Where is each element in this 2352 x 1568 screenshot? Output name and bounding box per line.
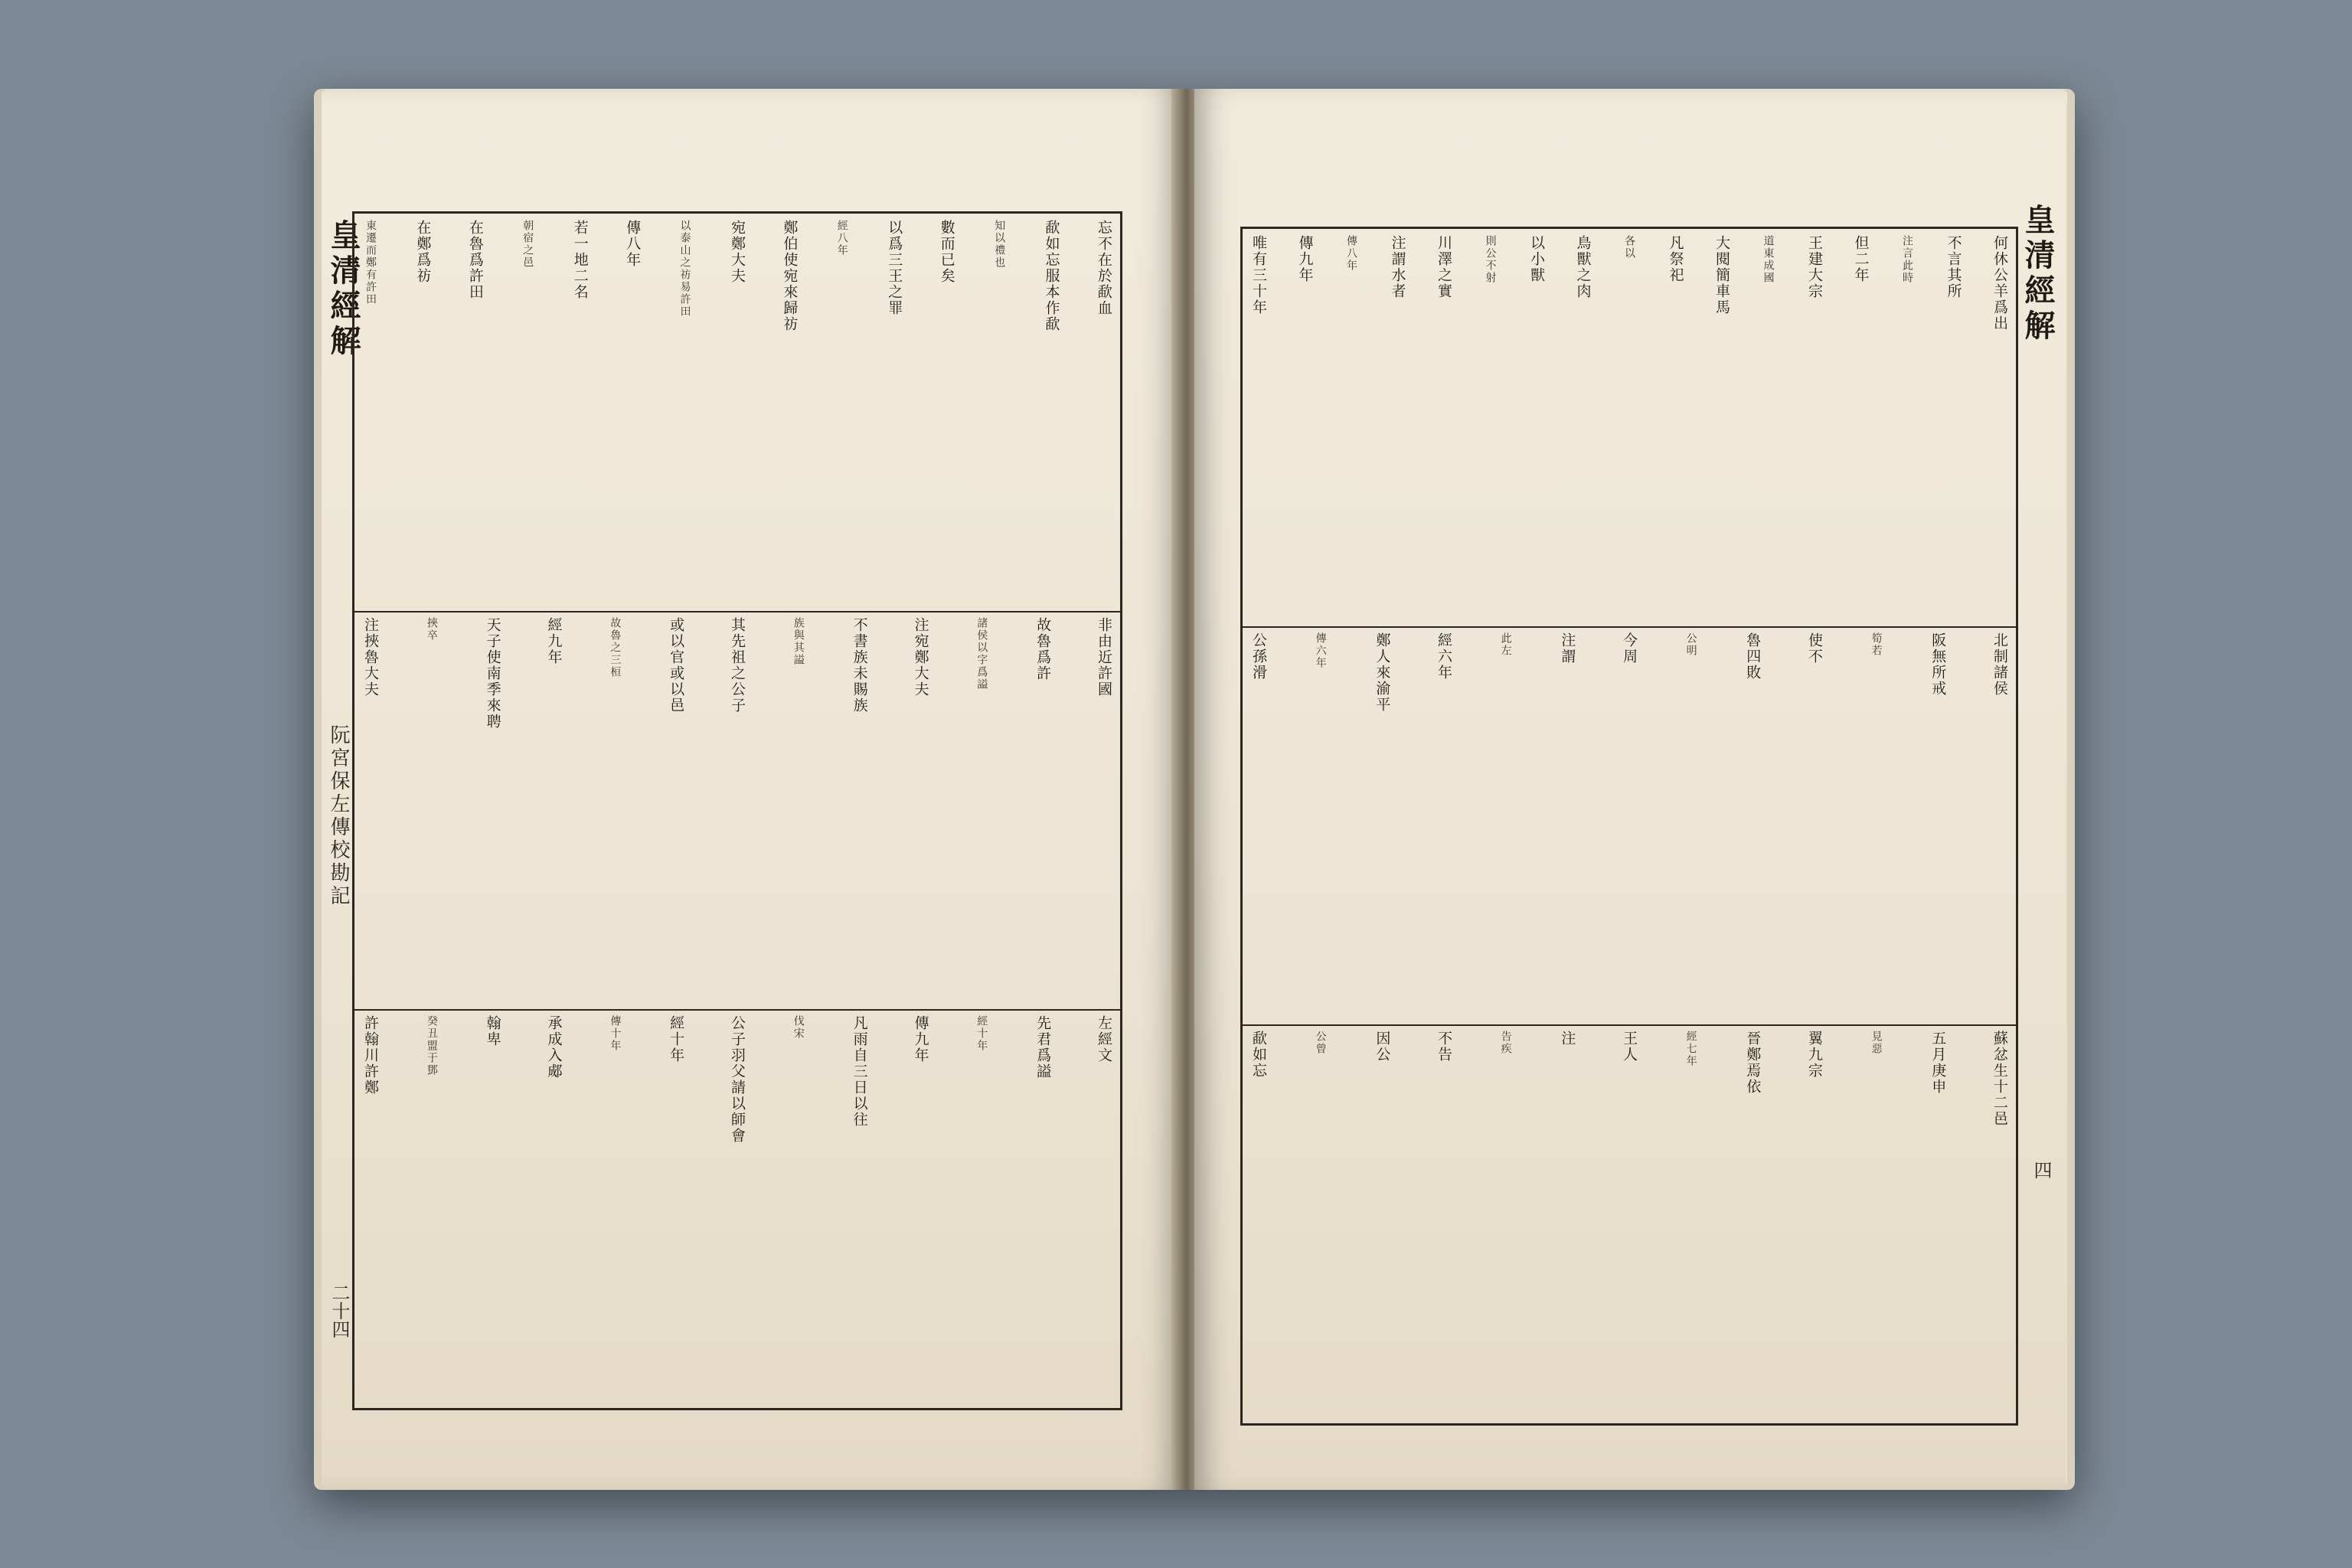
text-column: 告疾 [1499, 1030, 1512, 1055]
text-column: 經十年 [975, 1014, 988, 1052]
text-column: 經七年 [1684, 1030, 1697, 1067]
text-column: 歃如忘 [1250, 1030, 1267, 1079]
text-column: 在鄭爲祊 [414, 220, 432, 284]
text-column: 凡雨自三日以往 [851, 1014, 868, 1128]
text-column: 鄭伯使宛來歸祊 [781, 220, 799, 332]
left-text-frame [352, 211, 1122, 1410]
text-column: 今周 [1620, 632, 1638, 665]
text-column: 晉鄭焉依 [1744, 1030, 1762, 1095]
text-column: 公曾 [1314, 1030, 1327, 1055]
text-column: 王人 [1620, 1030, 1638, 1063]
open-book [314, 89, 2075, 1490]
text-column: 傳九年 [912, 1014, 929, 1063]
text-column: 傳八年 [1345, 235, 1357, 272]
left-band-top [354, 214, 1120, 611]
text-column: 唯有三十年 [1250, 235, 1267, 315]
text-column: 以小獸 [1528, 235, 1545, 283]
text-column: 大閱簡車馬 [1713, 235, 1730, 315]
text-column: 以泰山之祊易許田 [678, 220, 691, 318]
text-column: 翰卑 [484, 1014, 501, 1047]
text-column: 伐宋 [792, 1014, 805, 1040]
text-column: 許翰川許鄭 [362, 1014, 379, 1096]
text-column: 翼九宗 [1805, 1030, 1823, 1079]
text-column: 因公 [1374, 1030, 1391, 1063]
text-column: 數而已矣 [938, 220, 956, 284]
text-column: 何休公羊爲出 [1991, 235, 2008, 332]
text-column: 公子羽父請以師會 [728, 1014, 746, 1144]
text-column: 族與其謚 [792, 617, 805, 667]
right-band-middle [1243, 626, 2016, 1024]
text-column: 注挾魯大夫 [362, 617, 379, 698]
text-column: 鳥獸之肉 [1574, 235, 1592, 299]
left-folio: 二十四 [328, 1283, 350, 1338]
right-band-top [1243, 229, 2016, 626]
text-column: 承成入郕 [545, 1014, 563, 1080]
text-column: 北制諸侯 [1991, 632, 2008, 697]
text-column: 凡祭祀 [1667, 235, 1684, 283]
text-column: 若一地二名 [571, 220, 589, 300]
text-column: 朝宿之邑 [521, 220, 534, 269]
text-column: 不言其所 [1945, 235, 1962, 299]
left-band-middle [354, 611, 1120, 1008]
right-page [1194, 89, 2067, 1490]
text-column: 但二年 [1852, 235, 1870, 283]
text-column: 各以 [1623, 235, 1635, 260]
text-column: 道東成國 [1762, 235, 1775, 284]
text-column: 不書族未賜族 [851, 617, 868, 714]
page-edges [2066, 104, 2067, 1482]
text-column: 見惡 [1870, 1030, 1883, 1055]
text-column: 挾卒 [425, 617, 438, 642]
text-column: 川澤之實 [1436, 235, 1452, 299]
text-column: 在魯爲許田 [466, 220, 484, 300]
text-column: 公明 [1684, 632, 1697, 658]
text-column: 傳九年 [1296, 235, 1314, 283]
text-column: 天子使南季來聘 [484, 617, 501, 730]
text-column: 忘不在於歃血 [1095, 220, 1112, 316]
text-column: 傳六年 [1314, 632, 1327, 670]
text-column: 經八年 [835, 220, 848, 256]
left-band-bottom [354, 1009, 1120, 1408]
text-column: 知以禮也 [993, 220, 1006, 269]
right-text-frame [1240, 227, 2018, 1426]
right-band-bottom [1243, 1024, 2016, 1423]
left-page [322, 89, 1179, 1490]
text-column: 使不 [1805, 632, 1823, 665]
text-column: 先君爲謚 [1034, 1014, 1052, 1080]
text-column: 東遷而鄭有許田 [364, 220, 377, 305]
text-column: 癸丑盟于鄧 [425, 1014, 438, 1076]
text-column: 其先祖之公子 [728, 617, 746, 714]
text-column: 王建大宗 [1806, 235, 1823, 299]
text-column: 阪無所戒 [1929, 632, 1947, 697]
left-fold-title: 皇清經解 [325, 219, 361, 360]
text-column: 以爲三王之罪 [886, 220, 903, 316]
text-column: 傳八年 [624, 220, 642, 268]
text-column: 此左 [1499, 632, 1512, 658]
text-column: 不告 [1435, 1030, 1452, 1063]
text-column: 五月庚申 [1929, 1030, 1947, 1095]
right-folio: 四 [2030, 1161, 2052, 1179]
text-column: 注 [1559, 1030, 1576, 1047]
text-column: 公孫滑 [1250, 632, 1267, 681]
text-column: 經六年 [1435, 632, 1452, 681]
text-column: 歃如忘服本作歃 [1043, 220, 1060, 332]
text-column: 故魯之三桓 [609, 617, 622, 679]
text-column: 傳十年 [609, 1014, 622, 1052]
left-colophon: 阮宮保左傳校勘記 [327, 724, 350, 908]
text-column: 筍若 [1870, 632, 1883, 658]
right-fold-title: 皇清經解 [2020, 204, 2056, 345]
text-column: 左經文 [1095, 1014, 1112, 1063]
text-column: 或以官或以邑 [668, 617, 685, 714]
text-column: 鄭人來渝平 [1374, 632, 1391, 714]
text-column: 魯四敗 [1744, 632, 1762, 681]
text-column: 注謂 [1559, 632, 1576, 665]
text-column: 經九年 [545, 617, 563, 666]
text-column: 非由近許國 [1095, 617, 1112, 698]
text-column: 蘇忿生十二邑 [1991, 1030, 2008, 1127]
text-column: 注謂水者 [1389, 235, 1406, 299]
text-column: 諸侯以字爲謚 [975, 617, 988, 691]
text-column: 經十年 [668, 1014, 685, 1063]
text-column: 注言此時 [1901, 235, 1913, 284]
text-column: 則公不射 [1484, 235, 1497, 284]
text-column: 故魯爲許 [1034, 617, 1052, 682]
text-column: 宛鄭大夫 [728, 220, 746, 284]
text-column: 注宛鄭大夫 [912, 617, 929, 698]
